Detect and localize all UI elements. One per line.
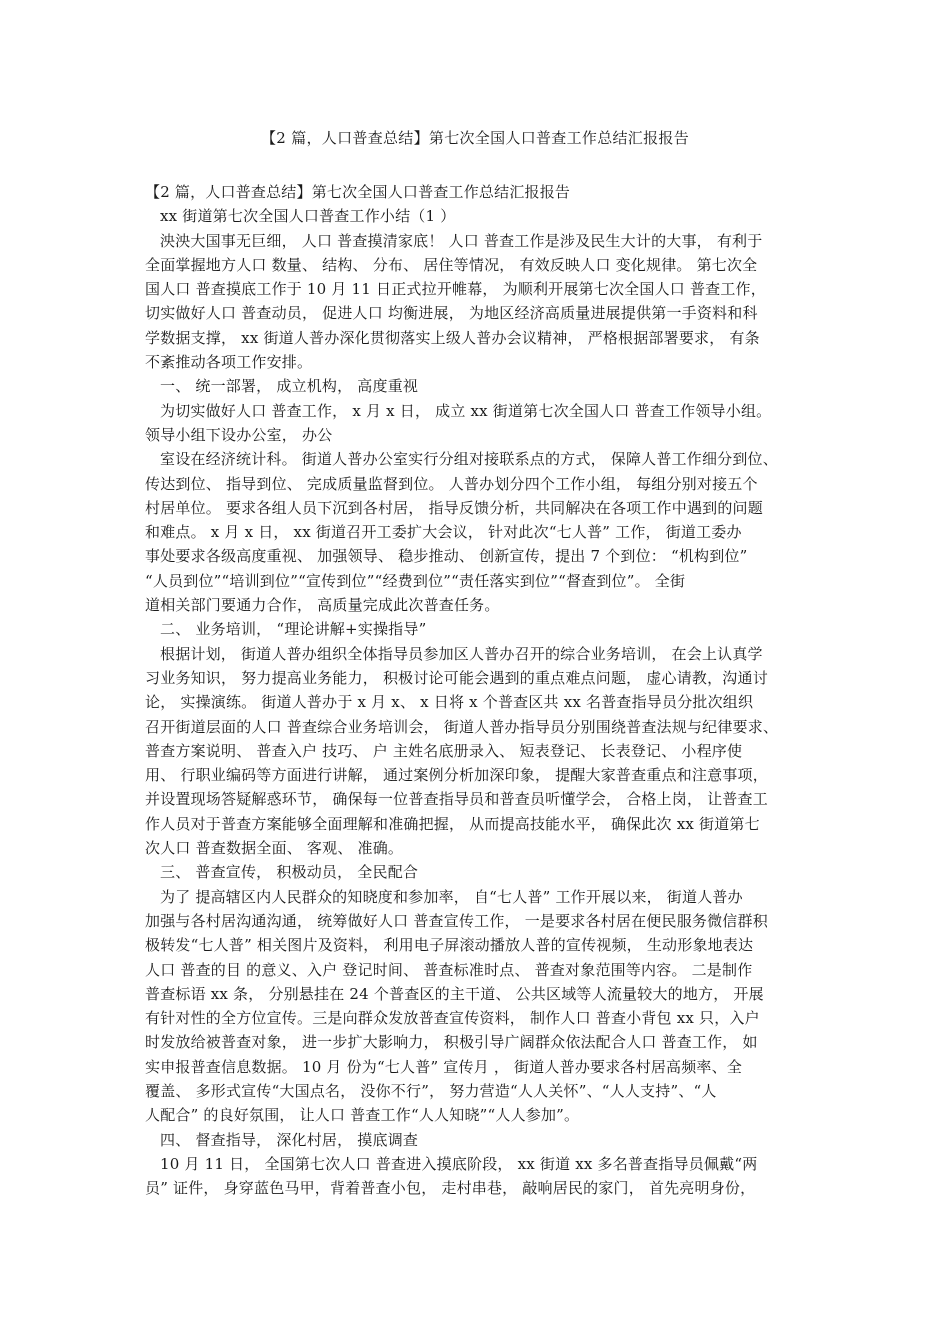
document-body: [145, 180, 813, 1200]
text-line: 事处要求各级高度重视、 加强领导、 稳步推动、 创新宣传，提出 7 个到位： “机构到位”: [145, 547, 748, 566]
text-line: 人口 普查的目 的意义、入户 登记时间、 普查标准时点、 普查对象范围等内容。 二是制作: [145, 960, 753, 979]
text-line: 为了 提高辖区内人民群众的知晓度和参加率， 自“七人普” 工作开展以来， 街道人普办: [160, 887, 743, 906]
text-line: 论， 实操演练。 街道人普办于 x 月 x、 x 日将 x 个普查区共 xx 名普查指导员分批次组织: [145, 693, 754, 712]
text-line: 召开街道层面的人口 普查综合业务培训会， 街道人普办指导员分别围绕普查法规与纪律要求、: [145, 717, 779, 736]
text-line: 村居单位。 要求各组人员下沉到各村居， 指导反馈分析，共同解决在各项工作中遇到的问题: [145, 498, 763, 517]
text-line: 【2 篇，人口普查总结】第七次全国人口普查工作总结汇报报告: [145, 183, 571, 201]
text-line: 用、 行职业编码等方面进行讲解， 通过案例分析加深印象， 提醒大家普查重点和注意事项，: [145, 766, 768, 785]
text-line: 全面掌握地方人口 数量、 结构、 分布、 居住等情况， 有效反映人口 变化规律。 第七次全: [145, 255, 758, 274]
text-line: xx 街道第七次全国人口普查工作小结（1 ）: [160, 207, 456, 226]
text-line: 国人口 普查摸底工作于 10 月 11 日正式拉开帷幕， 为顺利开展第七次全国人口 普查工作，: [145, 280, 766, 299]
text-line: 普查方案说明、 普查入户 技巧、 户 主姓名底册录入、 短表登记、 长表登记、 小程序使: [145, 741, 743, 760]
text-line: 根据计划， 街道人普办组织全体指导员参加区人普办召开的综合业务培训， 在会上认真学: [160, 644, 763, 663]
text-line: 不紊推动各项工作安排。: [145, 353, 313, 372]
text-line: 四、 督查指导， 深化村居， 摸底调查: [160, 1130, 419, 1149]
text-line: 人配合” 的良好氛围， 让人口 普查工作“人人知晓”“人人参加”。: [145, 1106, 580, 1125]
text-line: 切实做好人口 普查动员， 促进人口 均衡进展， 为地区经济高质量进展提供第一手资料和科: [145, 304, 758, 323]
text-line: 和难点。 x 月 x 日， xx 街道召开工委扩大会议， 针对此次“七人普” 工作， 街道工委办: [145, 523, 742, 542]
text-line: 有针对性的全方位宣传。三是向群众发放普查宣传资料， 制作人口 普查小背包 xx 只，入户: [145, 1009, 760, 1028]
text-line: 室设在经济统计科。 街道人普办公室实行分组对接联系点的方式， 保障人普工作细分到位、: [160, 450, 778, 469]
text-line: 实申报普查信息数据。 10 月 份为“七人普” 宣传月 ， 街道人普办要求各村居高频率、全: [145, 1057, 743, 1076]
text-line: 覆盖、 多形式宣传“大国点名， 没你不行”， 努力营造“人人关怀”、“人人支持”、“人: [145, 1081, 717, 1100]
text-line: 二、 业务培训， “理论讲解+实操指导”: [160, 620, 427, 639]
text-line: 加强与各村居沟通沟通， 统筹做好人口 普查宣传工作， 一是要求各村居在便民服务微信群积: [145, 911, 768, 930]
text-line: 传达到位、 指导到位、 完成质量监督到位。 人普办划分四个工作小组， 每组分别对接五个: [145, 474, 758, 493]
document-title: 【2 篇，人口普查总结】第七次全国人口普查工作总结汇报报告: [260, 129, 689, 147]
text-line: “人员到位”“培训到位”“宣传到位”“经费到位”“责任落实到位”“督查到位”。 全街: [145, 571, 686, 590]
text-line: 普查标语 xx 条， 分别悬挂在 24 个普查区的主干道、 公共区域等人流量较大的地方， 开展: [145, 984, 764, 1003]
text-line: 10 月 11 日， 全国第七次人口 普查进入摸底阶段， xx 街道 xx 多名普查指导员佩戴“两: [160, 1154, 758, 1173]
text-line: 一、 统一部署， 成立机构， 高度重视: [160, 377, 419, 396]
text-line: 习业务知识， 努力提高业务能力， 积极讨论可能会遇到的重点难点问题， 虚心请教，沟通讨: [145, 668, 768, 687]
text-line: 员” 证件， 身穿蓝色马甲，背着普查小包， 走村串巷， 敲响居民的家门， 首先亮明身份，: [145, 1179, 756, 1198]
text-line: 时发放给被普查对象， 进一步扩大影响力， 积极引导广阔群众依法配合人口 普查工作， 如: [145, 1033, 758, 1052]
text-line: 道相关部门要通力合作， 高质量完成此次普查任务。: [145, 596, 500, 615]
text-line: 学数据支撑， xx 街道人普办深化贯彻落实上级人普办会议精神， 严格根据部署要求， 有条: [145, 328, 760, 347]
text-line: 泱泱大国事无巨细， 人口 普查摸清家底！ 人口 普查工作是涉及民生大计的大事， 有利于: [160, 231, 763, 250]
text-line: 为切实做好人口 普查工作， x 月 x 日， 成立 xx 街道第七次全国人口 普查工作领导小组。: [160, 401, 772, 420]
text-line: 次人口 普查数据全面、 客观、 准确。: [145, 839, 404, 858]
text-line: 极转发“七人普” 相关图片及资料， 利用电子屏滚动播放人普的宣传视频， 生动形象地表达: [145, 936, 754, 955]
text-line: 并设置现场答疑解惑环节， 确保每一位普查指导员和普查员听懂学会， 合格上岗， 让普查工: [145, 790, 768, 809]
text-line: 领导小组下设办公室， 办公: [145, 425, 333, 444]
text-line: 三、 普查宣传， 积极动员， 全民配合: [160, 863, 419, 882]
text-line: 作人员对于普查方案能够全面理解和准确把握， 从而提高技能水平， 确保此次 xx 街道第七: [145, 814, 760, 833]
